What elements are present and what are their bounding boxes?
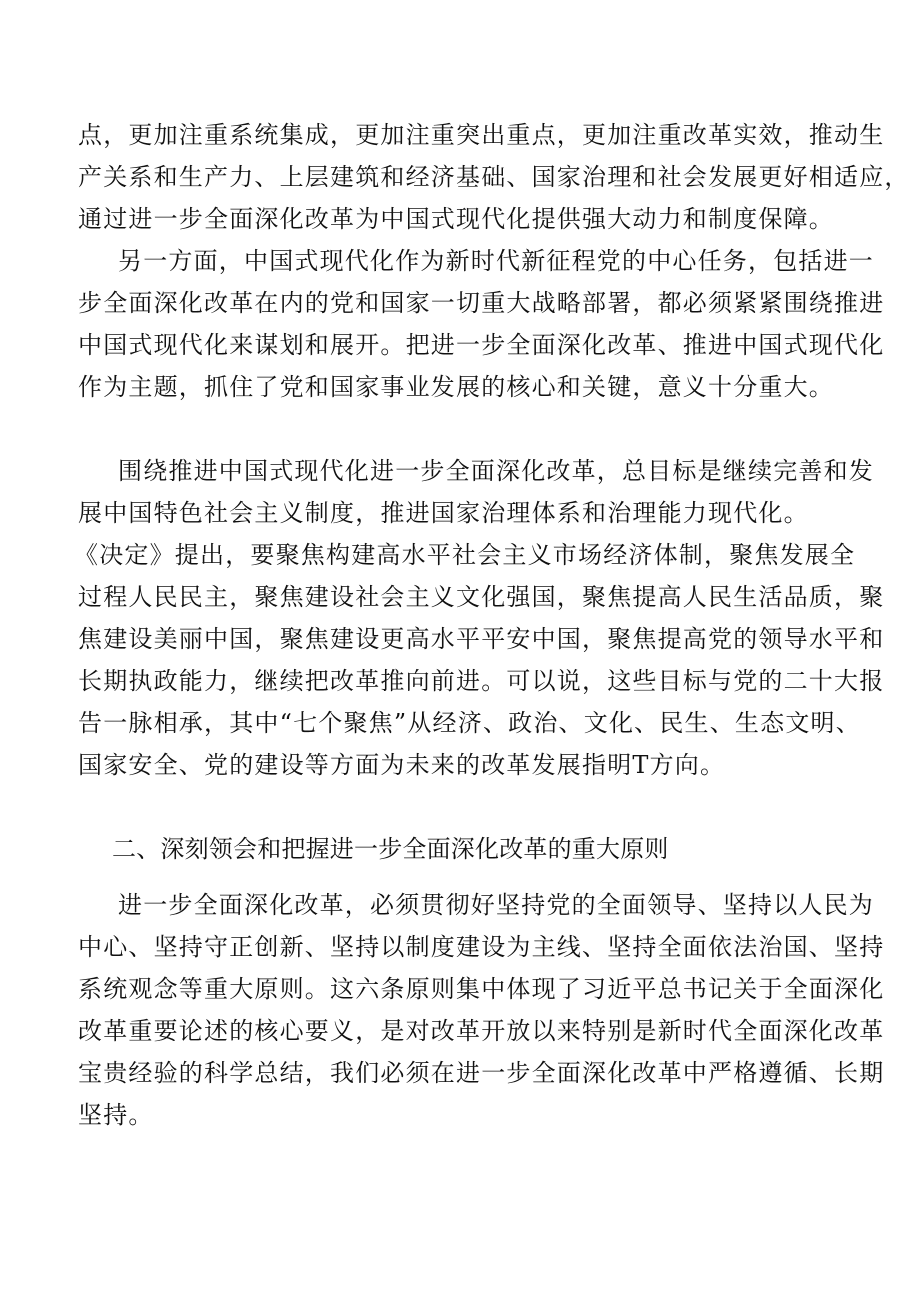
text-line: 产关系和生产力、上层建筑和经济基础、国家治理和社会发展更好相适应，: [78, 163, 910, 191]
text-line: 坚持。: [78, 1101, 154, 1129]
text-line: 改革重要论述的核心要义，是对改革开放以来特别是新时代全面深化改革: [78, 1017, 885, 1045]
text-line: 告一脉相承，其中“七个聚焦”从经济、政治、文化、民生、生态文明、: [78, 709, 861, 737]
paragraph-continuation: [78, 114, 910, 240]
paragraph-another-aspect: [78, 240, 885, 408]
section-heading: 二、深刻领会和把握进一步全面深化改革的重大原则: [112, 835, 669, 863]
text-line: 通过进一步全面深化改革为中国式现代化提供强大动力和制度保障。: [78, 205, 834, 233]
text-line: 另一方面，中国式现代化作为新时代新征程党的中心任务，包括进一: [118, 247, 874, 275]
text-line: 长期执政能力，继续把改革推向前进。可以说，这些目标与党的二十大报: [78, 667, 885, 695]
text-line: 步全面深化改革在内的党和国家一切重大战略部署，都必须紧紧围绕推进: [78, 289, 885, 317]
text-line: 中心、坚持守正创新、坚持以制度建设为主线、坚持全面依法治国、坚持: [78, 933, 885, 961]
text-line: 焦建设美丽中国，聚焦建设更高水平平安中国，聚焦提高党的领导水平和: [78, 625, 885, 653]
text-line: 展中国特色社会主义制度，推进国家治理体系和治理能力现代化。: [78, 499, 809, 527]
text-line: 围绕推进中国式现代化进一步全面深化改革，总目标是继续完善和发: [118, 457, 874, 485]
text-line: 《决定》提出，要聚焦构建高水平社会主义市场经济体制，聚焦发展全: [74, 541, 856, 569]
text-line: 点，更加注重系统集成，更加注重突出重点，更加注重改革实效，推动生: [78, 121, 885, 149]
paragraph-overall-goal: [74, 450, 885, 786]
text-line: 国家安全、党的建设等方面为未来的改革发展指明T方向。: [78, 751, 726, 779]
text-line: 进一步全面深化改革，必须贯彻好坚持党的全面领导、坚持以人民为: [118, 891, 874, 919]
text-line: 宝贵经验的科学总结，我们必须在进一步全面深化改革中严格遵循、长期: [78, 1059, 885, 1087]
text-line: 中国式现代化来谋划和展开。把进一步全面深化改革、推进中国式现代化: [78, 331, 885, 359]
text-line: 作为主题，抓住了党和国家事业发展的核心和关键，意义十分重大。: [78, 373, 834, 401]
text-line: 过程人民民主，聚焦建设社会主义文化强国，聚焦提高人民生活品质，聚: [78, 583, 885, 611]
paragraph-major-principles: [78, 884, 885, 1136]
text-line: 系统观念等重大原则。这六条原则集中体现了习近平总书记关于全面深化: [78, 975, 885, 1003]
